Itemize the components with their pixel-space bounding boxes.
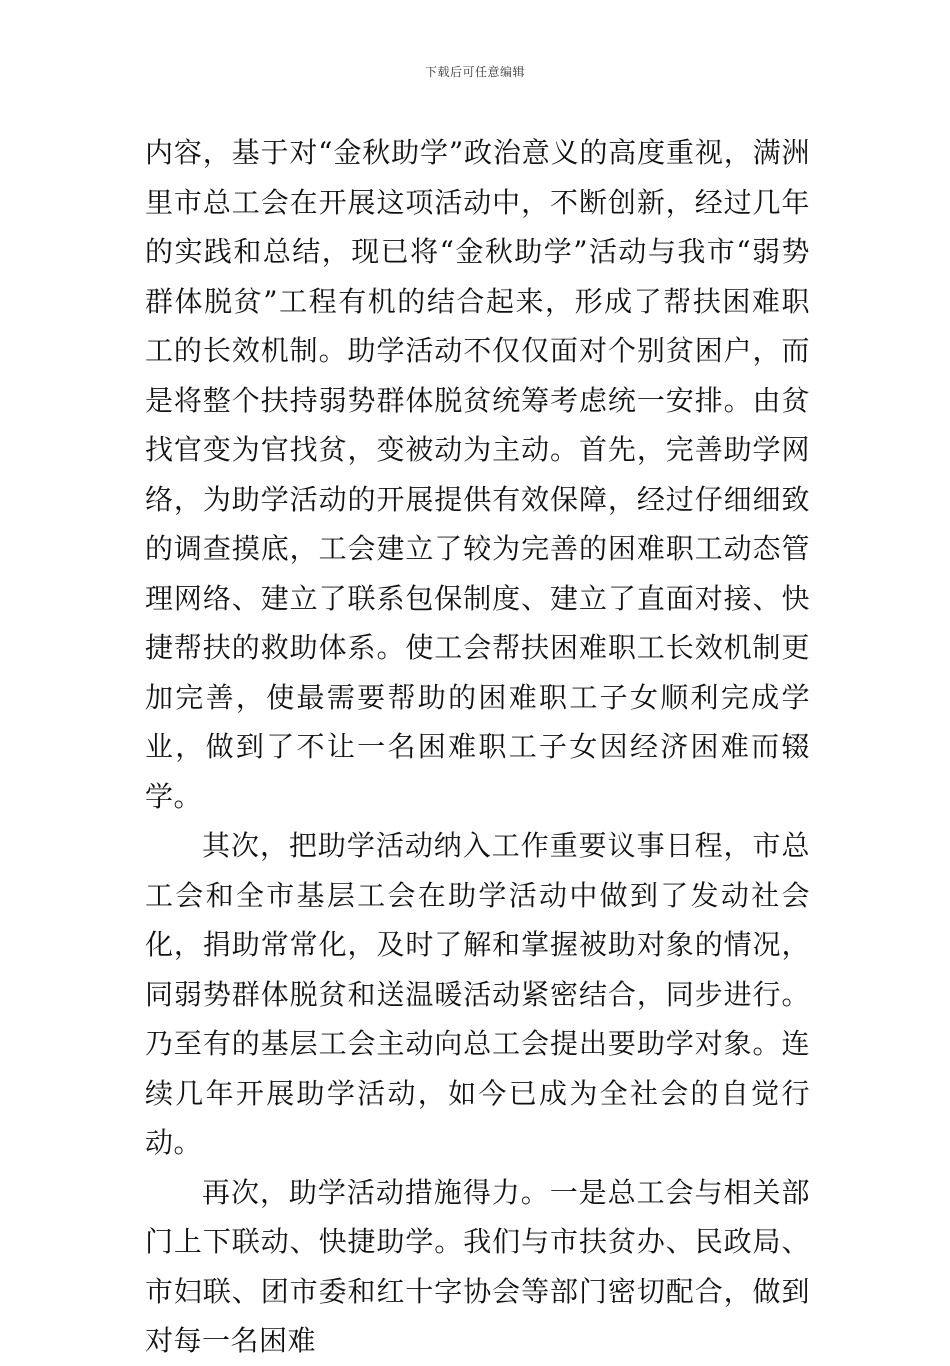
paragraph-continuation: 内容，基于对“金秋助学”政治意义的高度重视，满洲里市总工会在开展这项活动中，不断创新，经过几年的实践和总结，现已将“金秋助学”活动与我市“弱势群体脱贫”工程有机的结合起来，形成了帮扶困难职工的长效机制。助学活动不仅仅面对个别贫困户，而是将整个扶持弱势群体脱贫统筹考虑统一安排。由贫找官变为官找贫，变被动为主动。首先，完善助学网络，为助学活动的开展提供有效保障，经过仔细细致的调查摸底，工会建立了较为完善的困难职工动态管理网络、建立了联系包保制度、建立了直面对接、快捷帮扶的救助体系。使工会帮扶困难职工长效机制更加完善，使最需要帮助的困难职工子女顺利完成学业，做到了不让一名困难职工子女因经济困难而辍学。	[145, 136, 810, 813]
page-header: 下载后可任意编辑	[424, 65, 525, 79]
paragraph-thirdly: 再次，助学活动措施得力。一是总工会与相关部门上下联动、快捷助学。我们与市扶贫办、民政局、市妇联、团市委和红十字协会等部门密切配合，做到对每一名困难	[145, 1175, 810, 1357]
document-body	[145, 128, 810, 1366]
paragraph-secondly: 其次，把助学活动纳入工作重要议事日程，市总工会和全市基层工会在助学活动中做到了发动社会化，捐助常常化，及时了解和掌握被助对象的情况，同弱势群体脱贫和送温暖活动紧密结合，同步进行。乃至有的基层工会主动向总工会提出要助学对象。连续几年开展助学活动，如今已成为全社会的自觉行动。	[145, 829, 810, 1159]
